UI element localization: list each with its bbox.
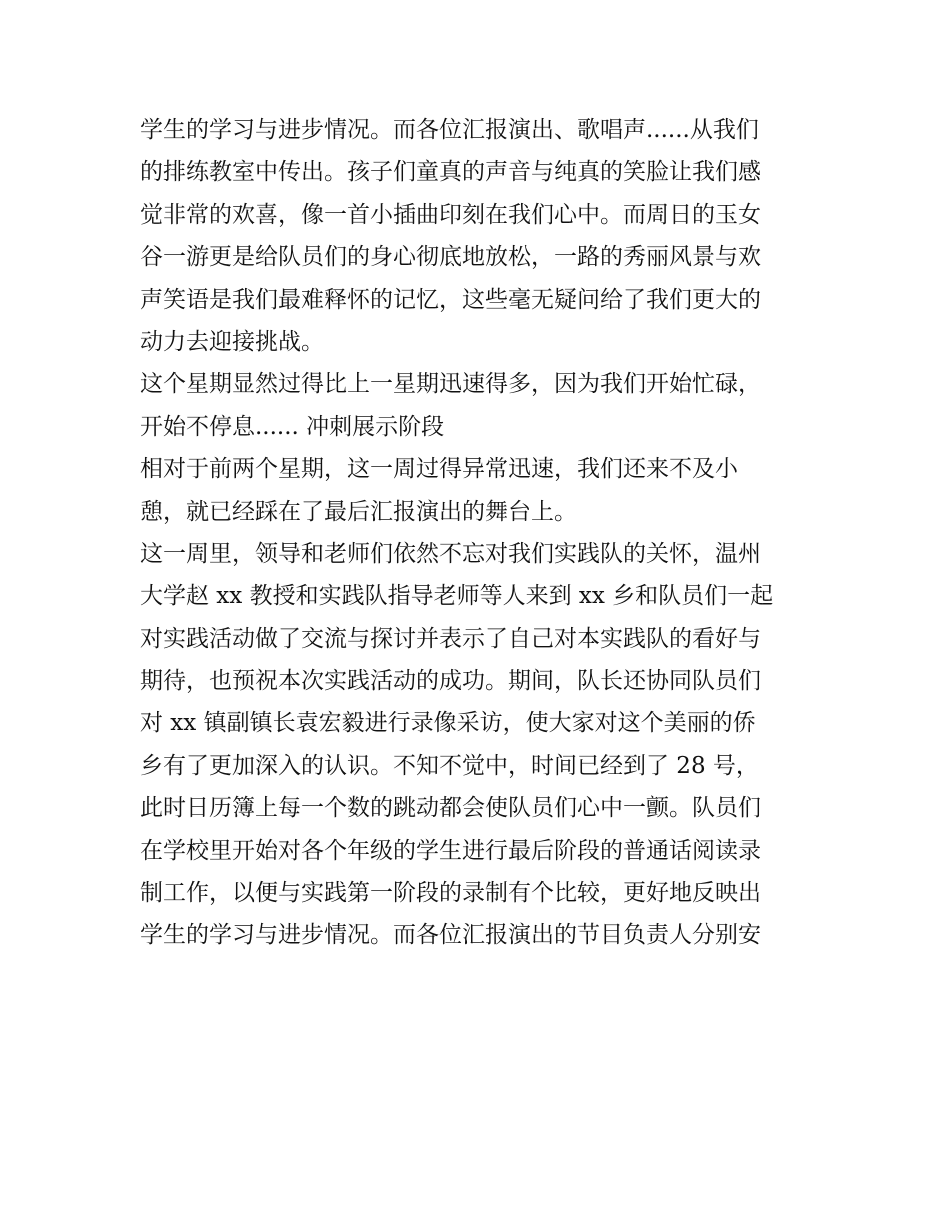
text-line: 对 xx 镇副镇长袁宏毅进行录像采访，使大家对这个美丽的侨 bbox=[140, 710, 756, 737]
body-text bbox=[140, 109, 830, 957]
text-line: 制工作，以便与实践第一阶段的录制有个比较，更好地反映出 bbox=[140, 880, 761, 907]
text-line: 声笑语是我们最难释怀的记忆，这些毫无疑问给了我们更大的 bbox=[140, 286, 761, 313]
text-line: 憩，就已经踩在了最后汇报演出的舞台上。 bbox=[140, 498, 577, 525]
text-line: 这个星期显然过得比上一星期迅速得多，因为我们开始忙碌， bbox=[140, 371, 761, 398]
text-line: 学生的学习与进步情况。而各位汇报演出的节目负责人分别安 bbox=[140, 922, 761, 949]
text-line: 大学赵 xx 教授和实践队指导老师等人来到 xx 乡和队员们一起 bbox=[140, 583, 774, 610]
text-line: 这一周里，领导和老师们依然不忘对我们实践队的关怀，温州 bbox=[140, 540, 761, 567]
text-line: 动力去迎接挑战。 bbox=[140, 328, 324, 355]
text-line: 的排练教室中传出。孩子们童真的声音与纯真的笑脸让我们感 bbox=[140, 159, 761, 186]
text-line: 学生的学习与进步情况。而各位汇报演出、歌唱声......从我们 bbox=[140, 117, 759, 143]
text-line: 开始不停息...... 冲刺展示阶段 bbox=[140, 413, 445, 440]
text-line: 此时日历簿上每一个数的跳动都会使队员们心中一颤。队员们 bbox=[140, 795, 761, 822]
text-line: 乡有了更加深入的认识。不知不觉中，时间已经到了 28 号， bbox=[140, 752, 759, 779]
text-line: 期待，也预祝本次实践活动的成功。期间，队长还协同队员们 bbox=[140, 668, 761, 695]
text-line: 对实践活动做了交流与探讨并表示了自己对本实践队的看好与 bbox=[140, 625, 761, 652]
text-line: 谷一游更是给队员们的身心彻底地放松，一路的秀丽风景与欢 bbox=[140, 244, 761, 271]
text-line: 在学校里开始对各个年级的学生进行最后阶段的普通话阅读录 bbox=[140, 837, 761, 864]
text-line: 觉非常的欢喜，像一首小插曲印刻在我们心中。而周日的玉女 bbox=[140, 201, 761, 228]
text-line: 相对于前两个星期，这一周过得异常迅速，我们还来不及小 bbox=[140, 456, 738, 483]
